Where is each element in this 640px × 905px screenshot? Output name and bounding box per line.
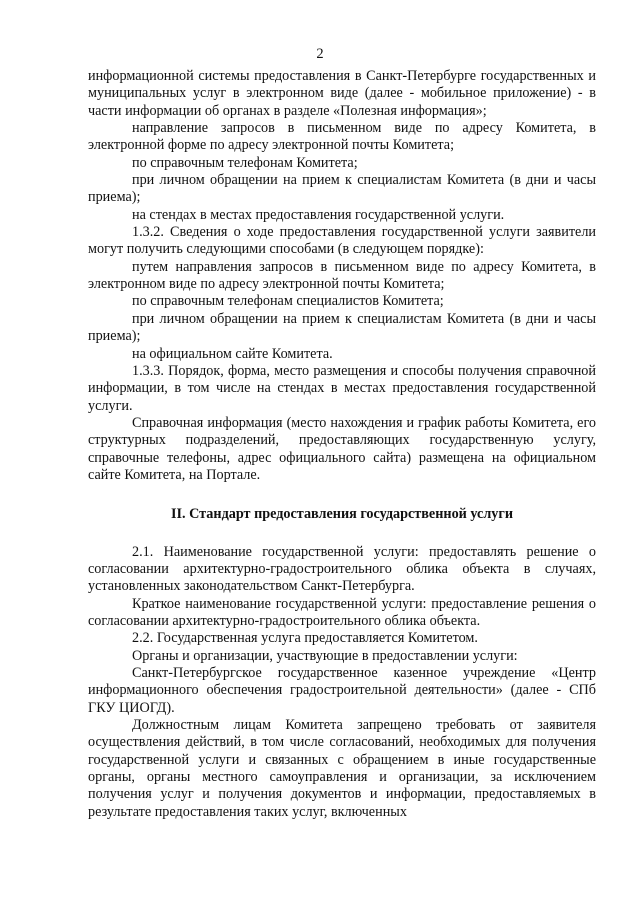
paragraph: на стендах в местах предоставления государственной услуги. [132, 206, 505, 223]
paragraph: по справочным телефонам Комитета; [132, 154, 358, 171]
page-number: 2 [316, 46, 324, 62]
paragraph: Санкт-Петербургское государственное казенное учреждение «Центр информационного обеспечения градостроительной деятельности» (далее - СПб ГКУ ЦИОГД). [88, 665, 596, 716]
paragraph: Справочная информация (место нахождения и график работы Комитета, его структурных подразделений, предоставляющих государственную услугу, справочные телефоны, адрес официального сайта) размещена на официальном сайте Комитета, на Портале. [88, 414, 596, 483]
paragraph: информационной системы предоставления в Санкт-Петербурге государственных и муниципальных услуг в электронном виде (далее - мобильное приложение) - в части информации об органах в разделе «Полезная информация»; [88, 68, 596, 119]
paragraph: 1.3.3. Порядок, форма, место размещения и способы получения справочной информации, в том числе на стендах в местах предоставления государственной услуги. [88, 362, 596, 414]
paragraph: Органы и организации, участвующие в предоставлении услуги: [132, 647, 518, 664]
paragraph: при личном обращении на прием к специалистам Комитета (в дни и часы приема); [88, 310, 596, 345]
paragraph: по справочным телефонам специалистов Комитета; [132, 293, 444, 310]
paragraph: на официальном сайте Комитета. [132, 345, 333, 362]
paragraph: 1.3.2. Сведения о ходе предоставления государственной услуги заявители могут получить следующими способами (в следующем порядке): [88, 224, 596, 258]
paragraph: при личном обращении на прием к специалистам Комитета (в дни и часы приема); [88, 172, 596, 206]
paragraph: направление запросов в письменном виде по адресу Комитета, в электронной форме по адресу электронной почты Комитета; [88, 120, 596, 154]
paragraph: путем направления запросов в письменном виде по адресу Комитета, в электронном виде по адресу электронной почты Комитета; [88, 258, 596, 293]
paragraph: 2.2. Государственная услуга предоставляется Комитетом. [132, 630, 478, 647]
paragraph: 2.1. Наименование государственной услуги: предоставлять решение о согласовании архитектурно-градостроительного облика объекта в случаях, установленных законодательством Санкт-Петербурга. [88, 543, 596, 595]
paragraph: Должностным лицам Комитета запрещено требовать от заявителя осуществления действий, в том числе согласований, необходимых для получения государственной услуги и связанных с обращением в иные государственные органы, органы местного самоуправления и организации, за исключением получения услуг и получения документов и информации, предоставляемых в результате предоставления таких услуг, включенных [88, 717, 596, 820]
bottom-paragraphs [88, 544, 596, 822]
top-paragraphs [88, 68, 596, 484]
section-heading: II. Стандарт предоставления государственной услуги [170, 506, 514, 523]
document-body [88, 68, 596, 821]
paragraph: Краткое наименование государственной услуги: предоставление решения о согласовании архитектурно-градостроительного облика объекта. [88, 595, 596, 629]
